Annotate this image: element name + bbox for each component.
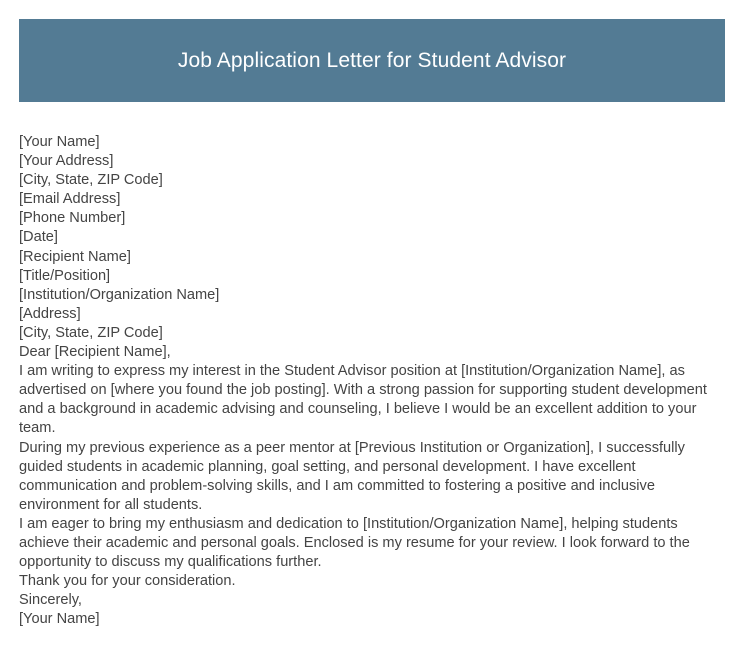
sender-city-state-zip-line: [City, State, ZIP Code] — [19, 172, 163, 189]
body-paragraph-1: I am writing to express my interest in the Student Advisor position at [Institution/Organization Name], as advertised on [where you found the job posting]. With a strong passion for supporting student development and a background in academic advising and counseling, I believe I would be an excellent addition to your team. — [19, 363, 707, 437]
sender-address-line: [Your Address] — [19, 153, 114, 170]
signature-name-line: [Your Name] — [19, 611, 100, 628]
recipient-institution-line: [Institution/Organization Name] — [19, 286, 220, 303]
body-paragraph-3: I am eager to bring my enthusiasm and dedication to [Institution/Organization Name], helping students achieve their academic and personal goals. Enclosed is my resume for your review. I look forward to the opportunity to discuss my qualifications further. — [19, 515, 690, 571]
recipient-title-line: [Title/Position] — [19, 267, 111, 284]
sender-name-line: [Your Name] — [19, 134, 100, 150]
body-paragraph-2: During my previous experience as a peer mentor at [Previous Institution or Organization], I successfully guided students in academic planning, goal setting, and personal development. I have excellent communication and problem-solving skills, and I am committed to fostering a positive and inclusive environment for all students. — [19, 439, 685, 513]
sender-email-line: [Email Address] — [19, 191, 121, 208]
sender-phone-line: [Phone Number] — [19, 210, 126, 227]
sign-off-line: Sincerely, — [19, 592, 82, 609]
document-header-banner — [19, 19, 725, 102]
thank-you-line: Thank you for your consideration. — [19, 573, 236, 590]
date-line: [Date] — [19, 229, 58, 246]
recipient-city-state-zip-line: [City, State, ZIP Code] — [19, 324, 163, 341]
recipient-name-line: [Recipient Name] — [19, 248, 131, 265]
page-title: Job Application Letter for Student Advisor — [177, 48, 567, 72]
letter-body — [19, 133, 722, 629]
recipient-address-line: [Address] — [19, 305, 81, 322]
salutation-line: Dear [Recipient Name], — [19, 344, 171, 361]
